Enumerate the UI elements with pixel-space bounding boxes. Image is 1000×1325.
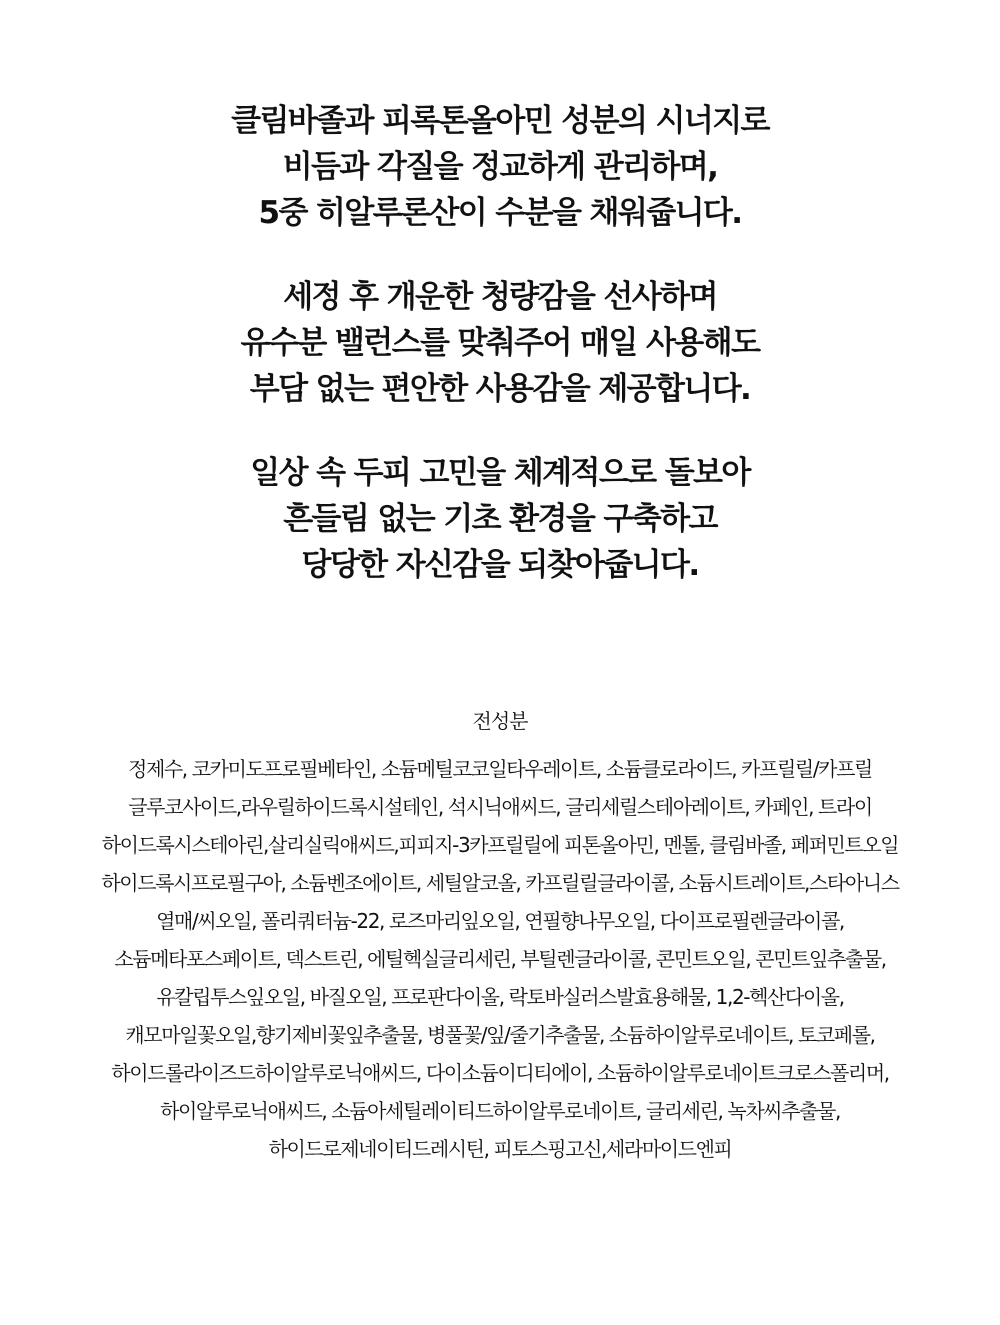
description-line: 클림바졸과 피록톤올아민 성분의 시너지로 bbox=[231, 103, 769, 139]
description-paragraph-2 bbox=[40, 274, 960, 412]
description-line: 비듬과 각질을 정교하게 관리하며, bbox=[282, 149, 718, 185]
description-line: 세정 후 개운한 청량감을 선사하며 bbox=[283, 279, 717, 315]
ingredients-line: 하이알루로닉애씨드, 소듐아세틸레이티드하이알루로네이트, 글리세린, 녹차씨추출물, bbox=[160, 1099, 840, 1123]
description-line: 5중 히알루론산이 수분을 채워줍니다. bbox=[258, 195, 742, 231]
product-description bbox=[40, 98, 960, 626]
description-line: 부담 없는 편안한 사용감을 제공합니다. bbox=[249, 371, 751, 407]
ingredients-line: 정제수, 코카미도프로필베타인, 소듐메틸코코일타우레이트, 소듐클로라이드, 카프릴릴/카프릴 bbox=[128, 757, 872, 781]
description-line: 흔들림 없는 기초 환경을 구축하고 bbox=[283, 501, 717, 537]
ingredients-line: 하이드로제네이티드레시틴, 피토스핑고신,세라마이드엔피 bbox=[268, 1137, 732, 1161]
description-paragraph-1 bbox=[40, 98, 960, 236]
ingredients-line: 캐모마일꽃오일,향기제비꽃잎추출물, 병풀꽃/잎/줄기추출물, 소듐하이알루로네이트, 토코페롤, bbox=[125, 1023, 875, 1047]
description-line: 유수분 밸런스를 맞춰주어 매일 사용해도 bbox=[240, 325, 760, 361]
ingredients-line: 하이드록시스테아린,살리실릭애씨드,피피지-3카프릴릴에 피톤올아민, 멘톨, 클림바졸, 페퍼민트오일 bbox=[101, 833, 899, 857]
description-line: 당당한 자신감을 되찾아줍니다. bbox=[301, 547, 699, 583]
description-paragraph-3 bbox=[40, 450, 960, 588]
ingredients-line: 열매/씨오일, 폴리쿼터늄-22, 로즈마리잎오일, 연필향나무오일, 다이프로필렌글라이콜, bbox=[156, 909, 844, 933]
ingredients-line: 하이드롤라이즈드하이알루로닉애씨드, 다이소듐이디티에이, 소듐하이알루로네이트크로스폴리머, bbox=[111, 1061, 889, 1085]
ingredients-line: 글루코사이드,라우릴하이드록시설테인, 석시닉애씨드, 글리세릴스테아레이트, 카페인, 트라이 bbox=[128, 795, 872, 819]
ingredients-line: 하이드록시프로필구아, 소듐벤조에이트, 세틸알코올, 카프릴릴글라이콜, 소듐시트레이트,스타아니스 bbox=[101, 871, 899, 895]
ingredients-section bbox=[20, 706, 980, 1168]
description-line: 일상 속 두피 고민을 체계적으로 돌보아 bbox=[250, 455, 750, 491]
ingredients-line: 소듐메타포스페이트, 덱스트린, 에틸헥실글리세린, 부틸렌글라이콜, 콘민트오일, 콘민트잎추출물, bbox=[114, 947, 886, 971]
ingredients-line: 유칼립투스잎오일, 바질오일, 프로판다이올, 락토바실러스발효용해물, 1,2-헥산다이올, bbox=[156, 985, 844, 1009]
ingredients-title: 전성분 bbox=[472, 709, 528, 733]
